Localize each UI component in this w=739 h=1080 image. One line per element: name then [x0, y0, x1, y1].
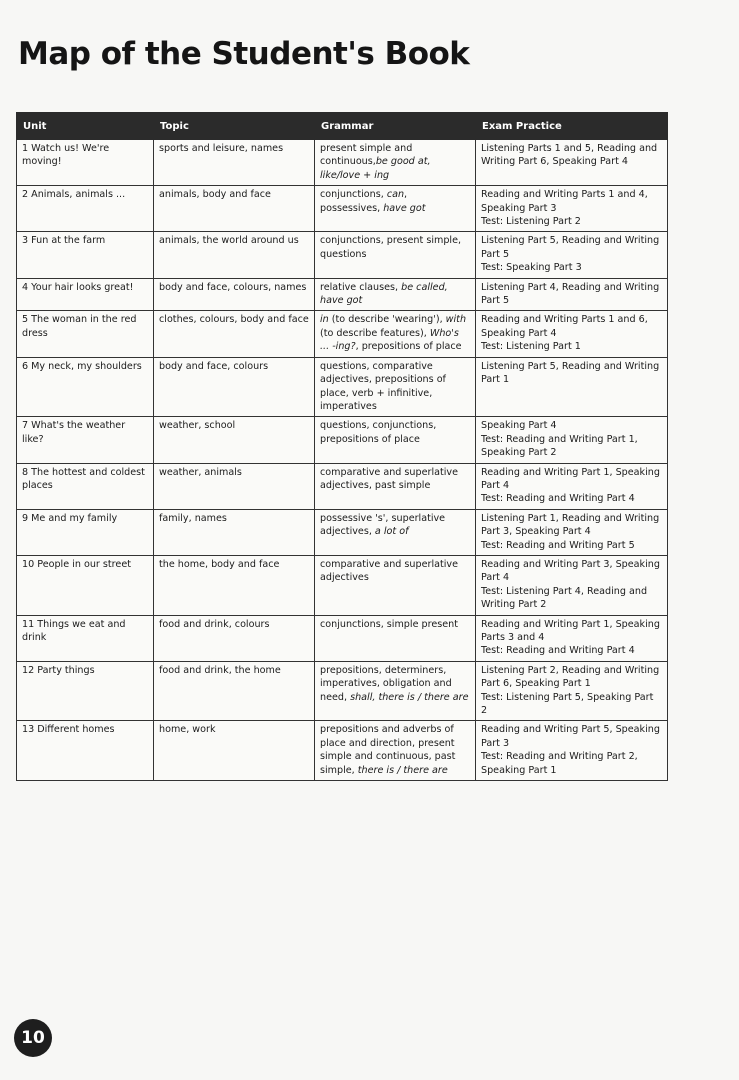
cell-italic-text: with [445, 314, 467, 326]
exam-line: Listening Part 5, Reading and Writing Part 1 [481, 360, 660, 386]
cell-topic: the home, body and face [154, 555, 315, 615]
page-title: Map of the Student's Book [18, 36, 470, 72]
header-grammar: Grammar [315, 113, 476, 140]
cell-unit: 2 Animals, animals ... [17, 186, 154, 232]
cell-unit: 1 Watch us! We're moving! [17, 140, 154, 186]
cell-exam-practice [476, 232, 668, 278]
exam-line: Listening Part 2, Reading and Writing Part 6, Speaking Part 1 [481, 664, 660, 690]
cell-topic: family, names [154, 509, 315, 555]
cell-grammar [315, 661, 476, 721]
table-row [17, 311, 668, 357]
table-row [17, 509, 668, 555]
cell-exam-practice [476, 615, 668, 661]
cell-grammar [315, 463, 476, 509]
table-row [17, 615, 668, 661]
cell-exam-practice [476, 555, 668, 615]
cell-unit: 8 The hottest and coldest places [17, 463, 154, 509]
cell-unit: 7 What's the weather like? [17, 417, 154, 463]
cell-text: conjunctions, present simple, questions [320, 235, 462, 260]
cell-topic: food and drink, the home [154, 661, 315, 721]
cell-text: (to describe features), [320, 327, 430, 339]
exam-line: Reading and Writing Parts 1 and 4, Speaking Part 3 [481, 189, 648, 214]
table-row [17, 661, 668, 721]
exam-line: Speaking Part 4 [481, 420, 557, 432]
cell-text: prepositions and adverbs of place and direction, present simple and continuous, past simple, [320, 724, 456, 776]
exam-line: Test: Listening Part 1 [481, 341, 581, 353]
cell-text: prepositions, determiners, imperatives, obligation and need, [320, 664, 452, 703]
cell-exam-practice [476, 186, 668, 232]
cell-topic: animals, the world around us [154, 232, 315, 278]
cell-grammar [315, 357, 476, 417]
table-body [17, 140, 668, 781]
cell-exam-practice [476, 509, 668, 555]
exam-line: Test: Reading and Writing Part 4 [481, 645, 635, 657]
cell-text: conjunctions, [320, 189, 387, 201]
cell-italic-text: Who's ... -ing? [320, 327, 459, 353]
table-row [17, 463, 668, 509]
cell-text: questions, comparative adjectives, prepositions of place, verb + infinitive, imperatives [320, 360, 446, 412]
cell-topic: weather, animals [154, 463, 315, 509]
header-topic: Topic [154, 113, 315, 140]
exam-line: Listening Part 4, Reading and Writing Part 5 [481, 281, 660, 307]
cell-unit: 13 Different homes [17, 721, 154, 781]
cell-text: relative clauses, [320, 281, 402, 293]
exam-line: Listening Part 5, Reading and Writing Part 5 [481, 235, 660, 260]
exam-line: Test: Speaking Part 3 [481, 262, 582, 274]
exam-line: Reading and Writing Part 1, Speaking Parts 3 and 4 [481, 618, 660, 643]
book-map-table [16, 112, 668, 781]
cell-exam-practice [476, 661, 668, 721]
exam-line: Reading and Writing Part 3, Speaking Part 4 [481, 558, 660, 584]
cell-topic: food and drink, colours [154, 615, 315, 661]
cell-topic: weather, school [154, 417, 315, 463]
exam-line: Reading and Writing Parts 1 and 6, Speaking Part 4 [481, 314, 648, 339]
cell-grammar [315, 721, 476, 781]
table-row [17, 186, 668, 232]
table-row [17, 140, 668, 186]
cell-grammar [315, 417, 476, 463]
cell-text: (to describe 'wearing'), [328, 314, 446, 326]
cell-exam-practice [476, 311, 668, 357]
cell-topic: home, work [154, 721, 315, 781]
page-number-badge: 10 [14, 1019, 52, 1057]
cell-text: present simple and continuous, [320, 143, 413, 168]
cell-topic: animals, body and face [154, 186, 315, 232]
cell-grammar [315, 186, 476, 232]
header-unit: Unit [17, 113, 154, 140]
cell-italic-text: in [320, 314, 329, 326]
cell-unit: 4 Your hair looks great! [17, 278, 154, 311]
exam-line: Test: Listening Part 2 [481, 216, 581, 228]
cell-topic: clothes, colours, body and face [154, 311, 315, 357]
cell-italic-text: have got [383, 202, 426, 214]
table-row [17, 232, 668, 278]
exam-line: Listening Part 1, Reading and Writing Part 3, Speaking Part 4 [481, 512, 660, 538]
cell-text: conjunctions, simple present [320, 618, 458, 630]
cell-italic-text: shall, there is / there are [350, 691, 469, 703]
cell-unit: 12 Party things [17, 661, 154, 721]
cell-exam-practice [476, 140, 668, 186]
exam-line: Reading and Writing Part 1, Speaking Part 4 [481, 466, 660, 491]
cell-exam-practice [476, 357, 668, 417]
exam-line: Test: Reading and Writing Part 1, Speaking Part 2 [481, 433, 638, 459]
cell-text: comparative and superlative adjectives, past simple [320, 466, 459, 491]
exam-line: Test: Listening Part 4, Reading and Writing Part 2 [481, 585, 648, 611]
cell-unit: 6 My neck, my shoulders [17, 357, 154, 417]
table-header-row [17, 113, 668, 140]
cell-topic: sports and leisure, names [154, 140, 315, 186]
cell-italic-text: there is / there are [357, 764, 448, 776]
cell-unit: 3 Fun at the farm [17, 232, 154, 278]
cell-grammar [315, 278, 476, 311]
cell-exam-practice [476, 278, 668, 311]
cell-grammar [315, 140, 476, 186]
cell-text: , possessives, [320, 189, 408, 214]
cell-grammar [315, 615, 476, 661]
cell-italic-text: be called, have got [320, 281, 448, 307]
cell-italic-text: be good at, like/love + ing [320, 156, 431, 181]
cell-grammar [315, 555, 476, 615]
cell-grammar [315, 509, 476, 555]
cell-topic: body and face, colours, names [154, 278, 315, 311]
cell-exam-practice [476, 721, 668, 781]
table-row [17, 357, 668, 417]
exam-line: Test: Reading and Writing Part 5 [481, 539, 635, 551]
exam-line: Listening Parts 1 and 5, Reading and Writing Part 6, Speaking Part 4 [481, 143, 658, 168]
table-row [17, 278, 668, 311]
cell-unit: 5 The woman in the red dress [17, 311, 154, 357]
cell-italic-text: a lot of [374, 526, 409, 538]
cell-unit: 10 People in our street [17, 555, 154, 615]
exam-line: Test: Reading and Writing Part 4 [481, 493, 635, 505]
cell-text: questions, conjunctions, prepositions of place [320, 420, 437, 445]
cell-italic-text: can [386, 189, 405, 201]
exam-line: Reading and Writing Part 5, Speaking Part 3 [481, 724, 660, 749]
table-row [17, 721, 668, 781]
cell-topic: body and face, colours [154, 357, 315, 417]
cell-grammar [315, 311, 476, 357]
cell-unit: 9 Me and my family [17, 509, 154, 555]
cell-text: possessive 's', superlative adjectives, [320, 512, 446, 538]
cell-text: comparative and superlative adjectives [320, 558, 459, 584]
header-exam-practice: Exam Practice [476, 113, 668, 140]
exam-line: Test: Listening Part 5, Speaking Part 2 [481, 691, 654, 717]
cell-grammar [315, 232, 476, 278]
cell-unit: 11 Things we eat and drink [17, 615, 154, 661]
table-row [17, 555, 668, 615]
table-row [17, 417, 668, 463]
exam-line: Test: Reading and Writing Part 2, Speaking Part 1 [481, 751, 638, 776]
cell-exam-practice [476, 463, 668, 509]
cell-text: , prepositions of place [355, 341, 462, 353]
cell-exam-practice [476, 417, 668, 463]
